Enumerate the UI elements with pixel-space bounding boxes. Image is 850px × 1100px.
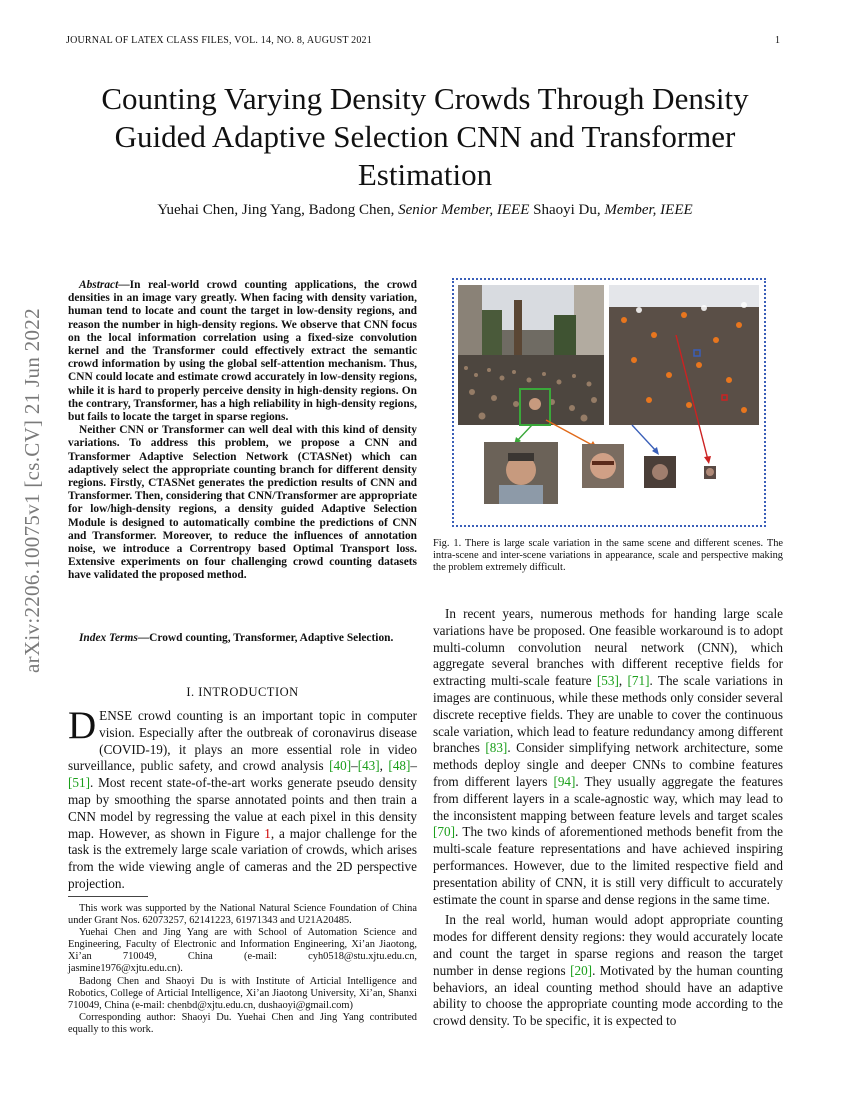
arxiv-sidebar-stamp: arXiv:2206.10075v1 [cs.CV] 21 Jun 2022: [20, 308, 44, 674]
abstract-label: Abstract: [79, 279, 119, 291]
crowd-photo-left: [458, 285, 604, 425]
citation-link[interactable]: [83]: [485, 740, 508, 756]
citation-link[interactable]: [71]: [627, 673, 650, 689]
section-heading-introduction: I. INTRODUCTION: [186, 685, 299, 699]
citation-link[interactable]: [51]: [68, 775, 90, 791]
citation-link[interactable]: [53]: [596, 673, 619, 689]
citation-link[interactable]: [20]: [570, 962, 593, 978]
figure-1-illustration: [454, 280, 764, 525]
paragraph-real-world: [433, 912, 783, 1030]
text-span: ,: [618, 673, 628, 689]
intro-comma: ,: [379, 758, 389, 774]
text-span: . The two kinds of aforementioned methods benefit from the multi-scale feature representations and have achieved inspiring performances. However, due to the limited respective field and presentation ability of CNN, it is still very difficult to accurately estimate the count in sparse and dense regions in the same time.: [433, 824, 783, 907]
intro-text-a: ENSE crowd counting is an important topic in computer vision. Especially after the outbreak of coronavirus disease (COVID-19), it plays an more essential role in video surveillance, public safety, and crowd analysis: [68, 708, 417, 774]
drop-cap: D: [68, 704, 97, 747]
figure-1-caption: Fig. 1. There is large scale variation in the same scene and different scenes. The intra-scene and inter-scene variations in appearance, scale and perspective making the problem extremely difficult.: [433, 538, 783, 574]
page-number: 1: [775, 35, 780, 46]
author-last: Shaoyi Du,: [533, 202, 601, 218]
intro-paragraph: [68, 704, 418, 893]
intro-dash: –: [351, 758, 358, 774]
footnote-affiliation-1: Yuehai Chen and Jing Yang are with School of Automation Science and Engineering, Faculty of Electronic and Information Engineering, Xi’an Jiaotong, Xi’an 710049, China (e-mail: cyh0518@stu.xjtu.edu.cn, jasmine1976@xjtu.edu.cn).: [68, 927, 417, 975]
blue-arrow: [632, 425, 657, 452]
right-column-body: [433, 606, 783, 1030]
text-span: . Motivated by the human counting behaviors, an ideal counting method should have an adaptive ability to choose the appropriate counting mode according to the crowd density. To be specific, it is expected to: [433, 962, 784, 1029]
index-terms-label: Index Terms: [79, 632, 138, 644]
abstract-paragraph-2: Neither CNN or Transformer can well deal with this kind of density variations. To address this problem, we propose a CNN and Transformer Adaptive Selection Network (CTASNet) which can adaptively select the appropriate counting branch for different density regions. Firstly, CTASNet generates the prediction results of CNN and Transformer. Then, considering that CNN/Transformer are appropriate for low/high-density regions, a density guided Adaptive Selection Module is designed to automatically combine the predictions of CNN and Transformer. Moreover, to reduce the influences of annotation noise, we introduce a Correntropy based Optimal Transport loss. Extensive experiments on four challenging crowd counting datasets have validated the proposed method.: [68, 424, 417, 582]
text-span: . They usually aggregate the features from different layers in a scale-agnostic way, which may lead to the inconsistent mapping between feature levels and target scales: [433, 773, 784, 823]
author-role-member: Member, IEEE: [604, 202, 693, 218]
author-line: [60, 202, 790, 219]
text-span: . Consider simplifying network architecture, some methods deploy single and deeper CNNs to combine features from different layers: [433, 740, 783, 789]
paper-title: Counting Varying Density Crowds Through Density Guided Adaptive Selection CNN and Transformer Estimation: [101, 81, 749, 192]
abstract: [68, 279, 417, 583]
index-terms-text: —Crowd counting, Transformer, Adaptive Selection.: [137, 632, 394, 644]
zoomed-face-tiny: [704, 466, 716, 479]
footnote-rule: [68, 896, 148, 897]
citation-link[interactable]: [43]: [357, 758, 380, 774]
author-names: Yuehai Chen, Jing Yang, Badong Chen,: [157, 202, 395, 218]
figure-reference-link[interactable]: 1: [264, 825, 271, 841]
zoomed-face-small: [644, 456, 676, 488]
footnote-affiliation-2: Badong Chen and Shaoyi Du is with Institute of Articial Intelligence and Robotics, College of Articial Intelligence, Xi’an Jiaotong University, Xi’an, Shanxi 710049, China (e-mail: chenbd@xjtu.edu.cn, dushaoyi@gmail.com): [68, 975, 417, 1011]
citation-link[interactable]: [70]: [433, 824, 455, 840]
footnote-funding: This work was supported by the National Natural Science Foundation of China under Grant Nos. 62073257, 62141223, 61971343 and U21A20485.: [68, 903, 417, 927]
figure-1: [452, 278, 766, 527]
intro-dash: –: [410, 758, 417, 774]
citation-link[interactable]: [40]: [329, 758, 352, 774]
index-terms: [68, 632, 417, 645]
crowd-photo-right: [609, 285, 759, 425]
abstract-text-1: —In real-world crowd counting applications, the crowd densities in an image vary greatly. When facing with density variation, human tend to locate and count the target in low-density regions, and reason the number in high-density regions. We observe that CNN focus on the local information correlation using a fixed-size convolution kernel and the Transformer could effectively extract the semantic crowd information by using the global self-attention mechanism. Thus, CNN could locate and estimate crowd accurately in low-density regions, while it is hard to properly perceive density in high-density regions. On the contrary, Transformer, has a high reliability in high-density regions, but fails to locate the target in sparse regions.: [68, 279, 417, 424]
text-span: . The scale variations in images are continuous, while these methods only consider several discrete receptive fields. They are unable to cover the continuous scale variation, which lead to feature redundancy among different branches: [433, 673, 783, 756]
abstract-paragraph-1: [68, 279, 417, 424]
author-role-senior: Senior Member, IEEE: [398, 202, 530, 218]
running-header: JOURNAL OF LATEX CLASS FILES, VOL. 14, NO. 8, AUGUST 2021: [66, 35, 372, 46]
zoomed-face-large: [484, 442, 558, 504]
text-span: In the real world, human would adopt appropriate counting modes for different density regions: they would accurately locate and count the target in sparse regions and reason the target number in dense regions: [433, 912, 783, 978]
citation-link[interactable]: [48]: [388, 758, 411, 774]
paragraph-recent-years: [433, 606, 783, 908]
citation-link[interactable]: [94]: [553, 773, 576, 789]
text-span: In recent years, numerous methods for handing large scale variations have be proposed. One feasible workaround is to adopt multi-column convolution neural network (CNN), which aggregate several branches with different receptive fields for extracting multi-scale feature: [433, 606, 783, 689]
intro-text-b: . Most recent state-of-the-art works generate pseudo density map by smoothing the sparse annotated points and then train a CNN model by regressing the value at each pixel in this density map. However, as shown in Figure: [68, 775, 417, 841]
footnotes: [68, 903, 417, 1036]
footnote-corresponding: Corresponding author: Shaoyi Du. Yuehai Chen and Jing Yang contributed equally to this work.: [68, 1011, 417, 1035]
zoomed-face-medium: [582, 444, 624, 488]
intro-text-c: , a major challenge for the task is the extremely large scale variation of crowds, which arises from the wide viewing angle of cameras and the 2D perspective projection.: [68, 825, 418, 891]
